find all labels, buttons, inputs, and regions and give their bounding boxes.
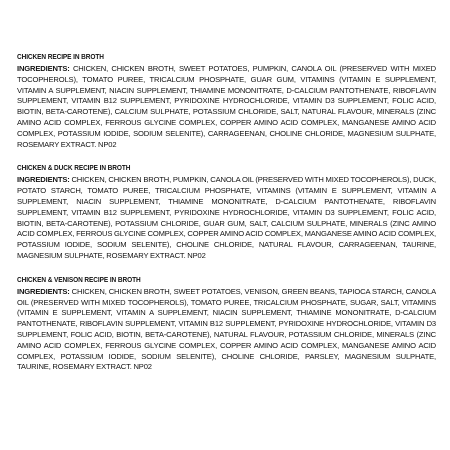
- recipe-title: CHICKEN RECIPE IN BROTH: [17, 52, 104, 61]
- ingredients-list: CHICKEN, CHICKEN BROTH, SWEET POTATOES, PUMPKIN, CANOLA OIL (PRESERVED WITH MIXED TOCOPHEROLS), TOMATO PUREE, TRICALCIUM PHOSPHATE, GUAR GUM, VITAMINS (VITAMIN E SUPPLEMENT, VITAMIN A SUPPLEMENT, NIACIN SUPPLEMENT, THIAMINE MONONITRATE, D-CALCIUM PANTOTHENATE, RIBOFLAVIN SUPPLEMENT, VITAMIN B12 SUPPLEMENT, PYRIDOXINE HYDROCHLORIDE, VITAMIN D3 SUPPLEMENT, FOLIC ACID, BIOTIN, BETA-CAROTENE), CALCIUM SULPHATE, POTASSIUM CHLORIDE, SALT, NATURAL FLAVOUR, MINERALS (ZINC AMINO ACID COMPLEX, FERROUS GLYCINE COMPLEX, COPPER AMINO ACID COMPLEX, MANGANESE AMINO ACID COMPLEX, POTASSIUM IODIDE, SODIUM SELENITE), CARRAGEENAN, CHOLINE CHLORIDE, MAGNESIUM SULPHATE, ROSEMARY EXTRACT. NP02: [17, 64, 436, 149]
- ingredients-text: [17, 64, 436, 150]
- recipe-chicken: [17, 52, 436, 150]
- recipe-chicken-venison: [17, 275, 436, 373]
- ingredients-label: INGREDIENTS:: [17, 64, 70, 73]
- ingredients-list: CHICKEN, CHICKEN BROTH, SWEET POTATOES, VENISON, GREEN BEANS, TAPIOCA STARCH, CANOLA OIL (PRESERVED WITH MIXED TOCOPHEROLS), TOMATO PUREE, TRICALCIUM PHOSPHATE, SUGAR, SALT, VITAMINS (VITAMIN E SUPPLEMENT, VITAMIN A SUPPLEMENT, NIACIN SUPPLEMENT, THIAMINE MONONITRATE, D-CALCIUM PANTOTHENATE, RIBOFLAVIN SUPPLEMENT, VITAMIN B12 SUPPLEMENT, PYRIDOXINE HYDROCHLORIDE, VITAMIN D3 SUPPLEMENT, FOLIC ACID, BIOTIN, BETA-CAROTENE), NATURAL FLAVOUR, POTASSIUM CHLORIDE, MINERALS (ZINC AMINO ACID COMPLEX, FERROUS GLYCINE COMPLEX, COPPER AMINO ACID COMPLEX, MANGANESE AMINO ACID COMPLEX, POTASSIUM IODIDE, SODIUM SELENITE), CHOLINE CHLORIDE, PARSLEY, MAGNESIUM SULPHATE, TAURINE, ROSEMARY EXTRACT. NP02: [17, 286, 436, 372]
- ingredients-list: CHICKEN, CHICKEN BROTH, PUMPKIN, CANOLA OIL (PRESERVED WITH MIXED TOCOPHEROLS), DUCK, POTATO STARCH, TOMATO PUREE, TRICALCIUM PHOSPHATE, VITAMINS (VITAMIN E SUPPLEMENT, VITAMIN A SUPPLEMENT, NIACIN SUPPLEMENT, THIAMINE MONONITRATE, D-CALCIUM PANTOTHENATE, RIBOFLAVIN SUPPLEMENT, VITAMIN B12 SUPPLEMENT, PYRIDOXINE HYDROCHLORIDE, VITAMIN D3 SUPPLEMENT, FOLIC ACID, BIOTIN, BETA-CAROTENE), POTASSIUM CHLORIDE, GUAR GUM, SALT, CALCIUM SULPHATE, MINERALS (ZINC AMINO ACID COMPLEX, FERROUS GLYCINE COMPLEX, COPPER AMINO ACID COMPLEX, MANGANESE AMINO ACID COMPLEX, POTASSIUM IODIDE, SODIUM SELENITE), CHOLINE CHLORIDE, NATURAL FLAVOUR, CARRAGEENAN, TAURINE, MAGNESIUM SULPHATE, ROSEMARY EXTRACT. NP02: [17, 175, 436, 260]
- recipe-chicken-duck: [17, 163, 436, 261]
- recipe-title: CHICKEN & DUCK RECIPE IN BROTH: [17, 163, 131, 173]
- ingredient-label-panel: [17, 52, 436, 373]
- ingredients-label: INGREDIENTS:: [17, 286, 70, 296]
- ingredients-text: [17, 287, 436, 373]
- recipe-title: CHICKEN & VENISON RECIPE IN BROTH: [17, 274, 141, 284]
- ingredients-text: [17, 175, 436, 261]
- ingredients-label: INGREDIENTS:: [17, 175, 70, 185]
